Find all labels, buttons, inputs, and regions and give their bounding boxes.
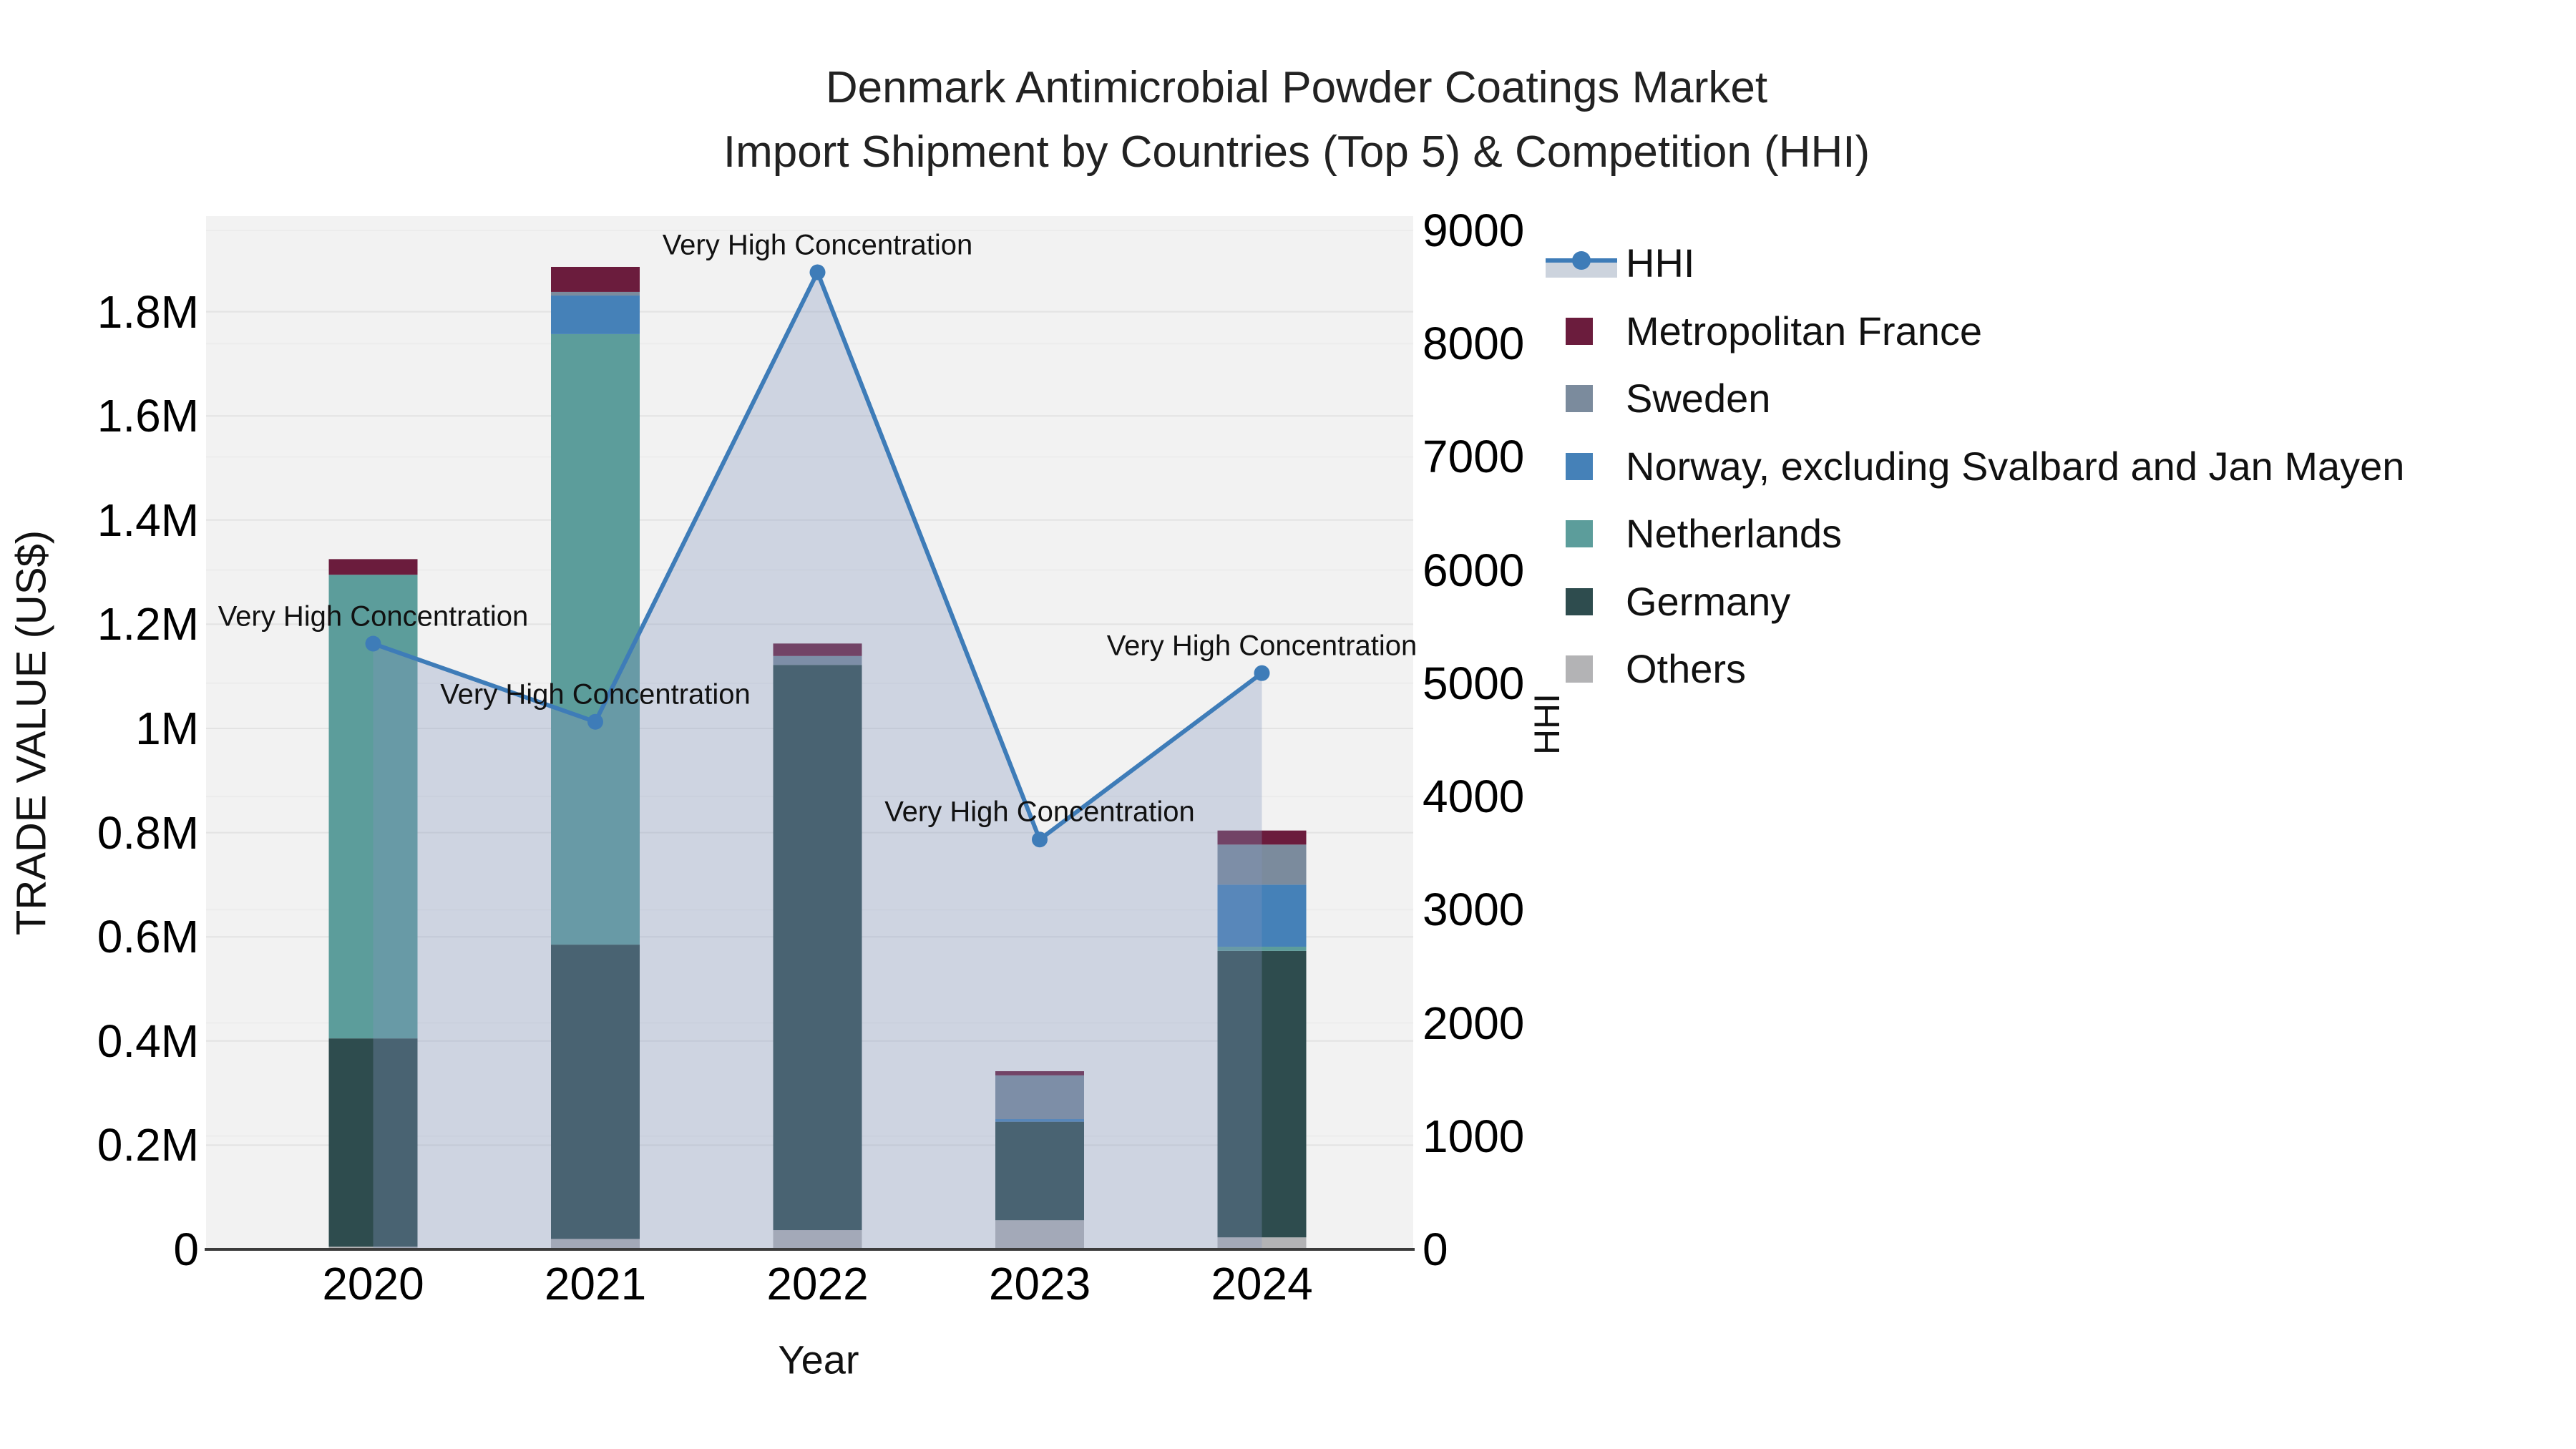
legend-label: Germany (1626, 578, 1791, 624)
legend-swatch (1566, 318, 1593, 345)
y-left-tick: 1M (135, 703, 199, 754)
y-left-tick: 1.4M (97, 494, 199, 546)
bar-segment (551, 267, 640, 292)
x-axis-title: Year (778, 1337, 859, 1382)
legend-label: Metropolitan France (1626, 308, 1983, 353)
hhi-annotation: Very High Concentration (440, 678, 751, 711)
hhi-marker (587, 714, 603, 730)
y-left-tick: 1.2M (97, 598, 199, 650)
y-left-tick: 0.4M (97, 1015, 199, 1067)
y-right-tick: 5000 (1423, 657, 1525, 709)
bar-segment (551, 296, 640, 334)
hhi-marker (366, 636, 381, 652)
legend-swatch (1566, 385, 1593, 412)
x-tick: 2024 (1211, 1258, 1313, 1309)
y-left-tick: 1.8M (97, 286, 199, 338)
legend-swatch (1566, 655, 1593, 683)
hhi-legend-marker (1572, 251, 1591, 270)
bar-segment (329, 559, 418, 575)
chart-title-line1: Denmark Antimicrobial Powder Coatings Market (825, 63, 1768, 112)
y-right-tick: 9000 (1423, 205, 1525, 257)
legend-label: HHI (1626, 240, 1695, 286)
hhi-marker (810, 265, 826, 280)
legend-label: Sweden (1626, 376, 1771, 421)
hhi-annotation: Very High Concentration (1106, 630, 1418, 662)
chart-title-line2: Import Shipment by Countries (Top 5) & Competition (HHI) (723, 127, 1870, 177)
x-tick: 2023 (988, 1258, 1091, 1309)
legend-swatch (1566, 453, 1593, 480)
legend-label: Others (1626, 646, 1747, 691)
legend-label: Norway, excluding Svalbard and Jan Mayen (1626, 443, 2405, 489)
y-left-tick: 0.2M (97, 1119, 199, 1171)
x-tick: 2022 (766, 1258, 869, 1309)
y-right-tick: 4000 (1423, 771, 1525, 823)
y-right-tick: 8000 (1423, 318, 1525, 370)
y-left-tick: 0.8M (97, 806, 199, 859)
x-tick: 2020 (322, 1258, 424, 1309)
legend-swatch (1566, 520, 1593, 547)
hhi-annotation: Very High Concentration (662, 229, 973, 261)
x-tick: 2021 (544, 1258, 647, 1309)
y-right-tick: 6000 (1423, 544, 1525, 596)
y-axis-right-title: HHI (1527, 693, 1567, 756)
bar-segment (551, 292, 640, 296)
y-right-tick: 2000 (1423, 997, 1525, 1049)
legend-swatch (1566, 588, 1593, 615)
y-left-tick: 1.6M (97, 390, 199, 442)
y-left-tick: 0.6M (97, 911, 199, 963)
y-right-tick: 7000 (1423, 431, 1525, 483)
y-axis-left-title: TRADE VALUE (US$) (8, 530, 55, 936)
y-right-tick: 1000 (1423, 1110, 1525, 1162)
hhi-marker (1032, 831, 1048, 847)
y-right-tick: 0 (1423, 1224, 1448, 1275)
hhi-annotation: Very High Concentration (218, 600, 529, 633)
hhi-annotation: Very High Concentration (884, 796, 1195, 828)
y-left-tick: 0 (173, 1224, 199, 1275)
y-right-tick: 3000 (1423, 884, 1525, 936)
hhi-marker (1254, 665, 1270, 681)
legend-label: Netherlands (1626, 511, 1842, 556)
